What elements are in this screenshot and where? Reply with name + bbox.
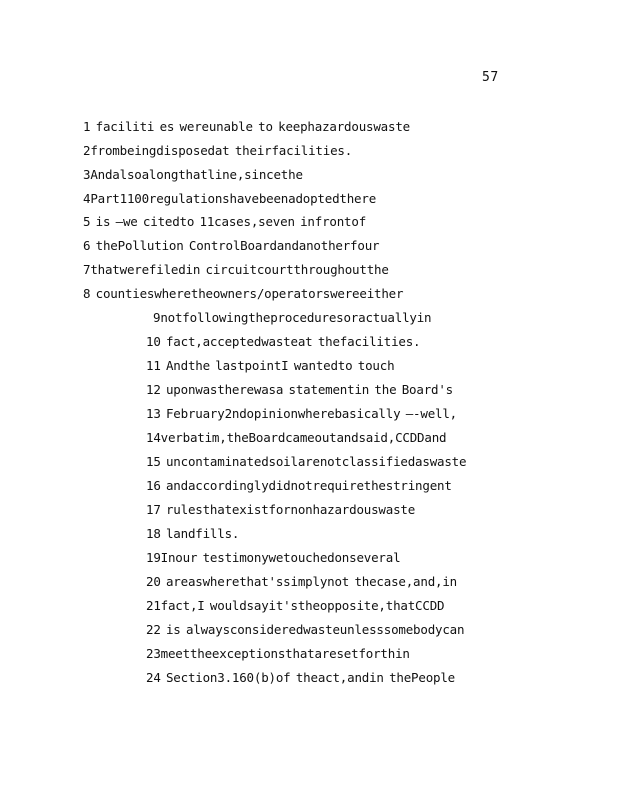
transcript-line-4: 4Part1100regulationshavebeenadoptedthere (83, 191, 377, 206)
transcript-line-22: 22 is alwaysconsideredwasteunlesssomebodycan (146, 622, 465, 637)
transcript-line-1: 1 faciliti es wereunable to keephazardouswaste (83, 119, 410, 134)
transcript-line-5: 5 is —we citedto 11cases,seven infrontof (83, 214, 367, 229)
transcript-line-21: 21fact,I wouldsayit'stheopposite,thatCCDD (146, 598, 445, 613)
transcript-line-10: 10 fact,acceptedwasteat thefacilities. (146, 334, 421, 349)
transcript-line-2: 2frombeingdisposedat theirfacilities. (83, 143, 353, 158)
transcript-line-13: 13 February2ndopinionwherebasically —-well, (146, 406, 458, 421)
transcript-line-3: 3Andalsoalongthatline,sincethe (83, 167, 303, 182)
transcript-line-20: 20 areaswherethat'ssimplynot thecase,and,in (146, 574, 458, 589)
transcript-line-18: 18 landfills. (146, 526, 240, 541)
transcript-line-8: 8 countieswheretheowners/operatorswereeither (83, 286, 404, 301)
transcript-line-17: 17 rulesthatexistfornonhazardouswaste (146, 502, 416, 517)
page-number: 57 (482, 70, 499, 85)
transcript-line-11: 11 Andthe lastpointI wantedto touch (146, 358, 395, 373)
transcript-line-24: 24 Section3.160(b)of theact,andin thePeople (146, 670, 456, 685)
transcript-line-12: 12 uponwastherewasa statementin the Board's (146, 382, 454, 397)
transcript-line-16: 16 andaccordinglydidnotrequirethestringent (146, 478, 452, 493)
transcript-line-9: 9notfollowingtheproceduresoractuallyin (153, 310, 432, 325)
transcript-line-15: 15 uncontaminatedsoilarenotclassifiedaswaste (146, 454, 467, 469)
transcript-line-14: 14verbatim,theBoardcameoutandsaid,CCDDand (146, 430, 447, 445)
transcript-line-7: 7thatwerefiledin circuitcourtthroughoutthe (83, 262, 389, 277)
transcript-line-6: 6 thePollution ControlBoardandanotherfour (83, 238, 380, 253)
transcript-line-23: 23meettheexceptionsthataresetforthin (146, 646, 410, 661)
transcript-line-19: 19Inour testimonywetouchedonseveral (146, 550, 401, 565)
